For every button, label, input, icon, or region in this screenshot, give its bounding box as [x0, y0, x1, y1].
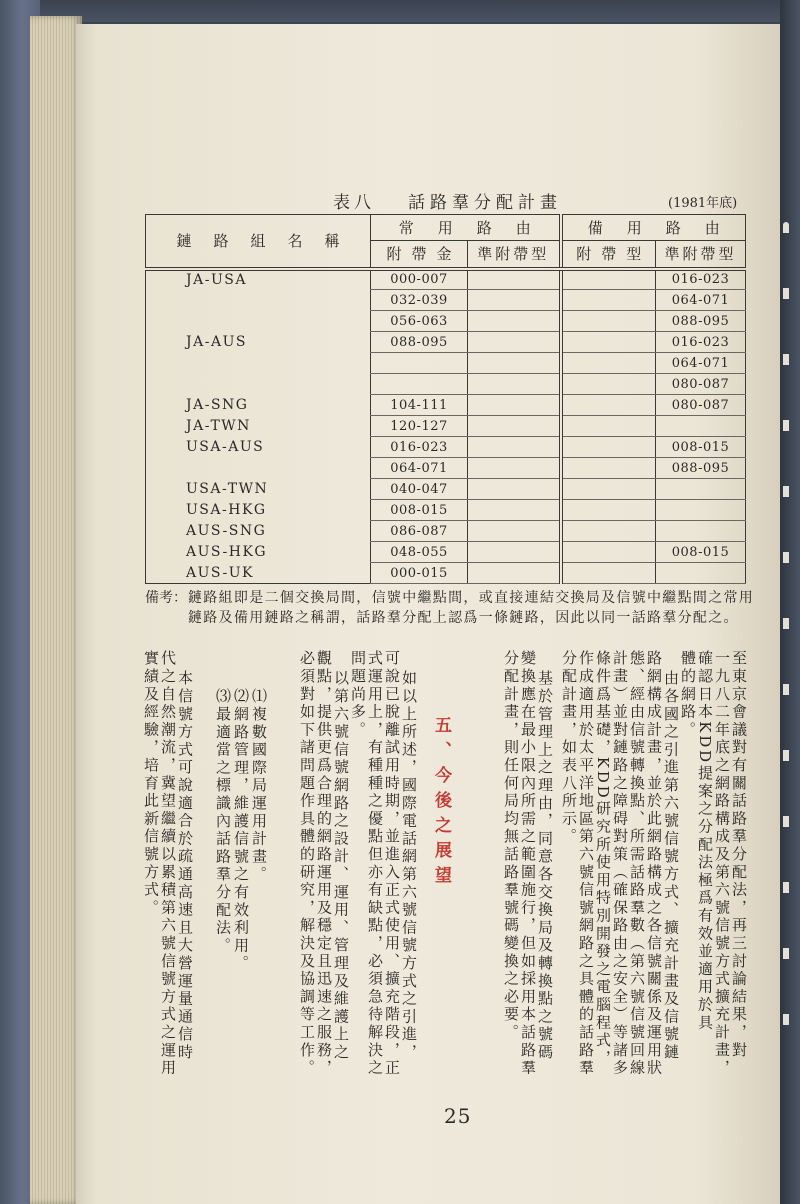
note-label: 備考：: [145, 590, 187, 606]
cell-name: JA-USA: [186, 272, 247, 288]
table-row: [146, 521, 746, 542]
cell-common-quasi: [468, 500, 561, 521]
text-column: 計畫）並對鏈路之障碍對策（確保路由之安全）等諸多: [611, 650, 629, 1078]
cell-standby-primary: [561, 332, 656, 353]
table-title: 話路羣分配計畫: [408, 193, 562, 213]
cell-standby-quasi: [656, 479, 746, 500]
table-row: [146, 563, 746, 584]
cell-common-primary: [371, 374, 468, 395]
cell-standby-primary: [561, 542, 656, 563]
cell-common-primary: 040-047: [371, 479, 468, 500]
text-column: 分配計畫，則任何局均無話路羣號碼變換之必要。: [502, 650, 520, 1042]
cell-common-primary: 000-015: [371, 563, 468, 584]
cell-standby-primary: [561, 416, 656, 437]
list-item: ⑶最適當之標識內話路羣分配法。: [214, 688, 232, 955]
text-column: 可說已脫離試用時期，並進入正式使用、擴充階段，正: [383, 650, 401, 1078]
cell-name: [146, 311, 371, 332]
cell-standby-quasi: 064-071: [656, 290, 746, 311]
cell-standby-quasi: [656, 563, 746, 584]
text-column: 路網構成計畫，並於此網路構成之各信號關係及運用狀: [645, 650, 663, 1078]
table-row: [146, 395, 746, 416]
cell-standby-quasi: [656, 416, 746, 437]
cell-standby-quasi: 088-095: [656, 311, 746, 332]
cell-standby-primary: [561, 290, 656, 311]
cell-common-primary: 000-007: [371, 269, 468, 290]
page-number: 25: [444, 1104, 472, 1128]
text-column: 態、經由信號轉換點、所需話路羣數（第六號信號回線: [628, 650, 646, 1078]
section-heading: 五、今後之展望: [431, 716, 451, 891]
cell-standby-primary: [561, 353, 656, 374]
text-column: 分配計畫，如表八所示。: [560, 650, 578, 846]
header-common-quasi: 準附帶型: [468, 241, 561, 269]
cell-common-quasi: [468, 395, 561, 416]
table-row: [146, 500, 746, 521]
text-column: 至東京會議對有關話路羣分配法，再三討論結果，對: [730, 650, 748, 1060]
text-column: 問題尚多。: [349, 650, 367, 739]
cell-standby-primary: [561, 563, 656, 584]
cell-common-quasi: [468, 332, 561, 353]
cell-standby-primary: [561, 521, 656, 542]
cell-standby-quasi: 080-087: [656, 395, 746, 416]
cell-name: JA-SNG: [186, 397, 249, 413]
cell-name: [146, 374, 371, 395]
cell-common-primary: 016-023: [371, 437, 468, 458]
cell-name: [146, 290, 371, 311]
cell-common-quasi: [468, 290, 561, 311]
cell-name: [146, 353, 371, 374]
header-common-route: 常用路由: [371, 215, 561, 241]
note-line: 鏈路及備用鏈路之稱謂，話路羣分配上認爲一條鏈路，因此以同一話路羣分配之。: [188, 610, 739, 626]
cell-common-quasi: [468, 479, 561, 500]
cell-standby-quasi: 016-023: [656, 332, 746, 353]
table-row: [146, 416, 746, 437]
cell-common-primary: 048-055: [371, 542, 468, 563]
table-row: [146, 479, 746, 500]
text-column: 必須對如下諸問題作具體的研究，解決及協調等工作。: [298, 650, 316, 1078]
cell-standby-primary: [561, 269, 656, 290]
cell-common-primary: 056-063: [371, 311, 468, 332]
cell-standby-primary: [561, 395, 656, 416]
binding-stitch: [783, 222, 789, 1027]
table-row: [146, 269, 746, 290]
cell-common-quasi: [468, 542, 561, 563]
text-column: 式運用上，有種種之優點但亦有缺點，必須急待解決之: [366, 650, 384, 1078]
table-header-row: [146, 215, 746, 241]
cell-name: USA-TWN: [186, 481, 269, 497]
cell-common-primary: 064-071: [371, 458, 468, 479]
text-column: 由各國之引進第六號信號方式、擴充計畫及信號鏈: [662, 670, 680, 1062]
cell-common-primary: 104-111: [371, 395, 468, 416]
text-column: 以第六號信號網路之設計、運用、管理及維護上之: [332, 670, 350, 1062]
cell-common-quasi: [468, 563, 561, 584]
cell-common-primary: 008-015: [371, 500, 468, 521]
cell-name: USA-HKG: [186, 502, 267, 518]
list-item: ⑴複數國際局運用計畫。: [250, 688, 268, 884]
text-column: 變換應在最小限內所需之範圍施行，但如採用本話路羣: [519, 650, 537, 1078]
cell-common-quasi: [468, 269, 561, 290]
header-standby-route: 備用路由: [561, 215, 746, 241]
cell-common-quasi: [468, 521, 561, 542]
note-line: 鏈路組即是二個交換局間，信號中繼點間，或直接連結交換局及信號中繼點間之常用: [188, 590, 755, 606]
header-common-primary: 附帶金: [371, 241, 468, 269]
cell-standby-primary: [561, 311, 656, 332]
cell-common-quasi: [468, 416, 561, 437]
cell-common-quasi: [468, 353, 561, 374]
cell-name: JA-AUS: [186, 334, 247, 350]
text-column: 體的網路。: [679, 650, 697, 739]
cell-standby-quasi: 080-087: [656, 374, 746, 395]
cell-standby-quasi: [656, 521, 746, 542]
text-column: 本信號方式可說適合於疏通高速且大營運量通信時: [176, 670, 194, 1062]
cell-name: AUS-HKG: [186, 544, 268, 560]
cell-common-quasi: [468, 458, 561, 479]
page-stack-edge: [30, 16, 82, 1204]
table-row: [146, 290, 746, 311]
book-top-edge: [0, 0, 800, 22]
table-row: [146, 458, 746, 479]
text-column: 確認日本KDD提案之分配法極爲有效並適用於具: [696, 650, 714, 1032]
cell-standby-primary: [561, 458, 656, 479]
cell-standby-quasi: 008-015: [656, 542, 746, 563]
cell-name: [146, 458, 371, 479]
header-link-group-name: 鏈路組名稱: [146, 215, 371, 269]
header-standby-primary: 附帶型: [561, 241, 656, 269]
cell-common-primary: 120-127: [371, 416, 468, 437]
cell-standby-primary: [561, 500, 656, 521]
cell-common-quasi: [468, 437, 561, 458]
cell-standby-primary: [561, 479, 656, 500]
cell-name: USA-AUS: [186, 439, 265, 455]
text-column: 條件爲基礎，KDD研究所使用特別開發之電腦程式，: [594, 650, 612, 1068]
table-number: 表八: [333, 193, 375, 213]
cell-standby-quasi: 016-023: [656, 269, 746, 290]
cell-name: AUS-SNG: [186, 523, 267, 539]
text-column: 作成適用於太平洋地區第六號信號網路之具體的話路羣: [577, 650, 595, 1078]
cell-name: JA-TWN: [186, 418, 251, 434]
text-column: 一九八二年底之網路構成及第六號信號方式擴充計畫，: [713, 650, 731, 1078]
cell-common-quasi: [468, 374, 561, 395]
cell-common-primary: 032-039: [371, 290, 468, 311]
cell-standby-primary: [561, 437, 656, 458]
cell-standby-quasi: 088-095: [656, 458, 746, 479]
table-row: [146, 353, 746, 374]
table-row: [146, 374, 746, 395]
table-body: [146, 269, 746, 584]
text-column: 基於管理上之理由，同意各交換局及轉換點之號碼: [536, 670, 554, 1062]
cell-common-primary: 086-087: [371, 521, 468, 542]
cell-standby-primary: [561, 374, 656, 395]
list-item: ⑵網路管理，維護信號之有效利用。: [232, 688, 250, 973]
channel-group-allocation-table: [145, 214, 746, 584]
table-row: [146, 311, 746, 332]
cell-common-primary: [371, 353, 468, 374]
text-column: 實績及經驗，培育此新信號方式。: [142, 650, 160, 917]
cell-standby-quasi: [656, 500, 746, 521]
text-column: 觀點，提供更爲合理的網路運用及穩定且迅速之服務，: [315, 650, 333, 1078]
text-column: 如以上所述，國際電話網第六號信號方式之引進，: [400, 670, 418, 1062]
cell-common-quasi: [468, 311, 561, 332]
cell-standby-quasi: 064-071: [656, 353, 746, 374]
header-standby-quasi: 準附帶型: [656, 241, 746, 269]
cell-common-primary: 088-095: [371, 332, 468, 353]
cell-standby-quasi: 008-015: [656, 437, 746, 458]
text-column: 代之自然潮流，冀望繼續以累積第六號信號方式之運用: [159, 650, 177, 1078]
table-row: [146, 332, 746, 353]
table-row: [146, 542, 746, 563]
table-date: (1981年底): [668, 196, 738, 211]
table-row: [146, 437, 746, 458]
cell-name: AUS-UK: [186, 564, 255, 581]
